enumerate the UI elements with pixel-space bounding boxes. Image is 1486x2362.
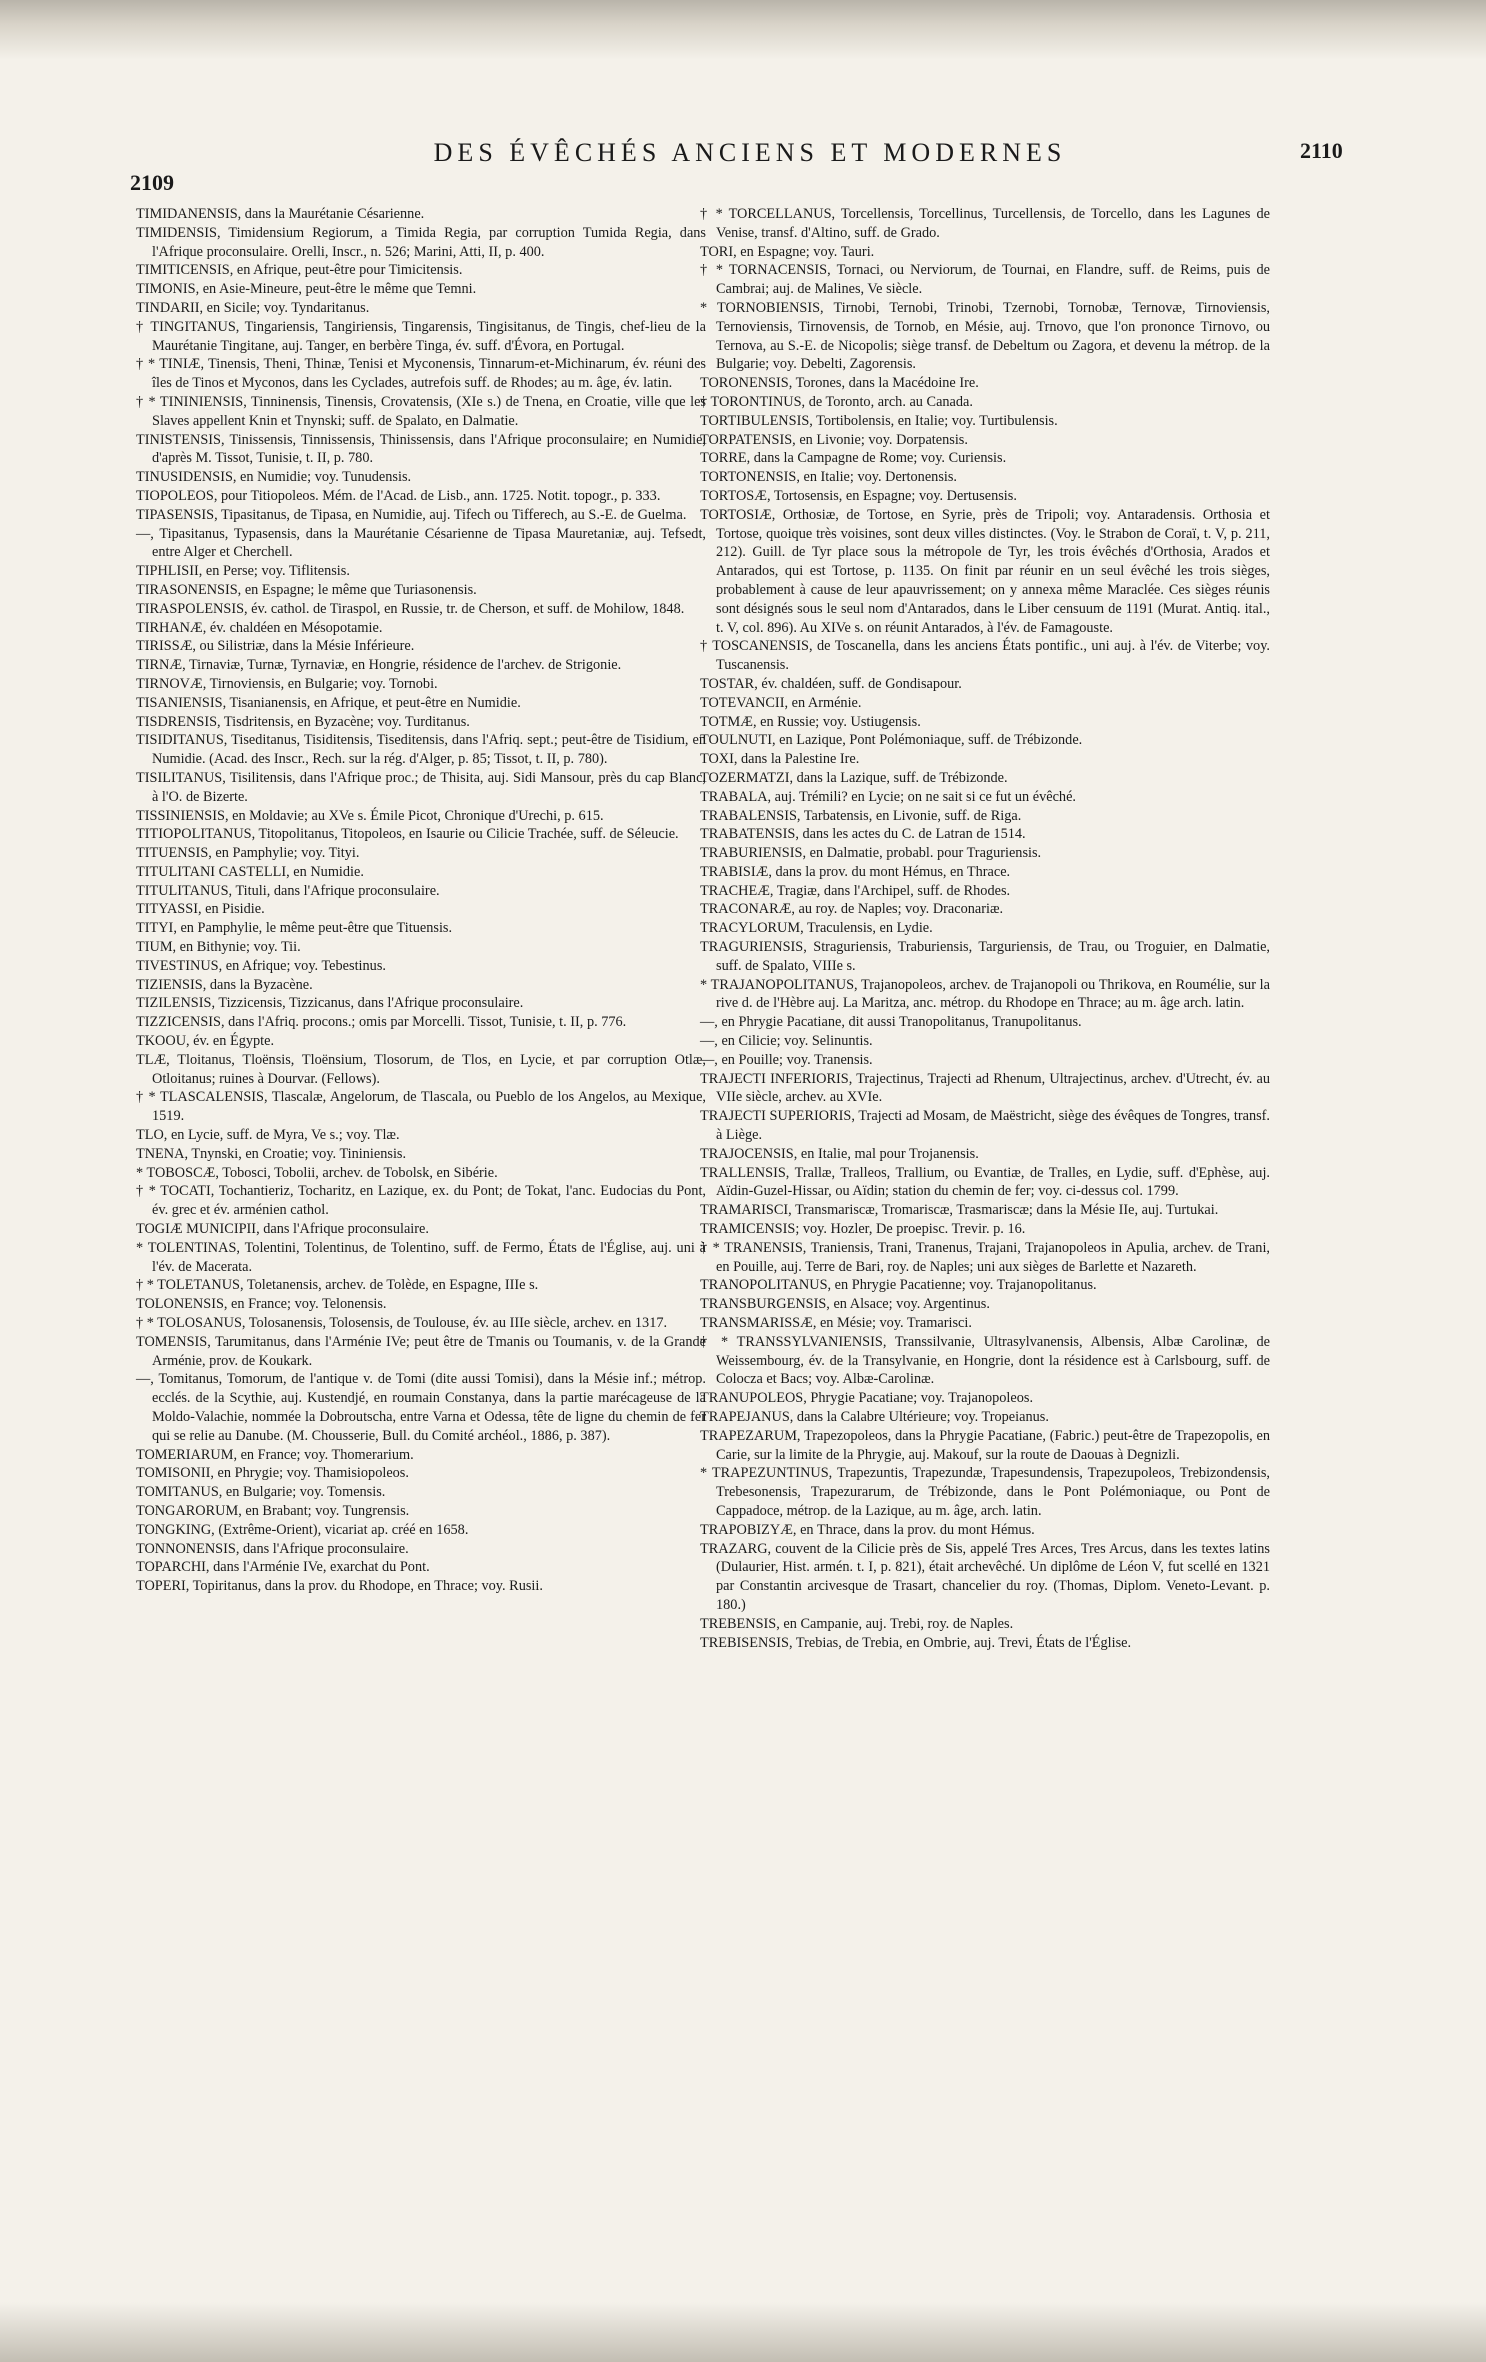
- dictionary-entry: TORPATENSIS, en Livonie; voy. Dorpatensis.: [700, 431, 968, 448]
- dictionary-entry: TRANOPOLITANUS, en Phrygie Pacatienne; voy. Trajanopolitanus.: [700, 1277, 1097, 1294]
- dictionary-entry: TIRNOVÆ, Tirnoviensis, en Bulgarie; voy. Tornobi.: [136, 675, 438, 692]
- dictionary-entry: TIRISSÆ, ou Silistriæ, dans la Mésie Inférieure.: [136, 638, 415, 655]
- right-column-number: 2110: [1300, 138, 1343, 163]
- dictionary-entry: TRABISIÆ, dans la prov. du mont Hémus, en Thrace.: [700, 863, 1011, 880]
- dictionary-entry: —, en Pouille; voy. Tranensis.: [700, 1051, 873, 1068]
- dictionary-entry: † * TORCELLANUS, Torcellensis, Torcellinus, Turcellensis, de Torcello, dans les Lagunes de Venise, transf. d'Altino, suff. de Grado.: [700, 206, 1270, 241]
- dictionary-entry: TOMITANUS, en Bulgarie; voy. Tomensis.: [136, 1484, 386, 1501]
- dictionary-entry: TRAMARISCI, Transmariscæ, Tromariscæ, Trasmariscæ; dans la Mésie IIe, auj. Turtukai.: [700, 1202, 1219, 1219]
- dictionary-entry: TOSTAR, év. chaldéen, suff. de Gondisapour.: [700, 675, 962, 692]
- dictionary-entry: TIMIDANENSIS, dans la Maurétanie Césarienne.: [136, 206, 425, 222]
- page-title: DES ÉVÊCHÉS ANCIENS ET MODERNES: [433, 138, 1067, 167]
- dictionary-entry: † * TOLETANUS, Toletanensis, archev. de Tolède, en Espagne, IIIe s.: [136, 1277, 539, 1294]
- right-column: [700, 205, 1270, 1652]
- dictionary-entry: † * TOLOSANUS, Tolosanensis, Tolosensis, de Toulouse, év. au IIIe siècle, archev. en 1317.: [136, 1315, 668, 1332]
- dictionary-entry: TINDARII, en Sicile; voy. Tyndaritanus.: [136, 299, 370, 316]
- dictionary-entry: * TOBOSCÆ, Tobosci, Tobolii, archev. de Tobolsk, en Sibérie.: [136, 1164, 498, 1181]
- dictionary-entry: TLÆ, Tloitanus, Tloënsis, Tloënsium, Tlosorum, de Tlos, en Lycie, et par corruption Otlæ, Otloitanus; ruines à Dourvar. (Fellows).: [136, 1051, 706, 1087]
- dictionary-entry: TIRNÆ, Tirnaviæ, Turnæ, Tyrnaviæ, en Hongrie, résidence de l'archev. de Strigonie.: [136, 657, 622, 674]
- dictionary-entry: TIUM, en Bithynie; voy. Tii.: [136, 939, 301, 956]
- dictionary-entry: TITULITANI CASTELLI, en Numidie.: [136, 863, 364, 880]
- dictionary-entry: TRACONARÆ, au roy. de Naples; voy. Draconariæ.: [700, 901, 1004, 918]
- dictionary-entry: TREBISENSIS, Trebias, de Trebia, en Ombrie, auj. Trevi, États de l'Église.: [700, 1634, 1132, 1651]
- dictionary-entry: TRABALENSIS, Tarbatensis, en Livonie, suff. de Riga.: [700, 807, 1022, 824]
- dictionary-entry: TRAJECTI SUPERIORIS, Trajecti ad Mosam, de Maëstricht, siège des évêques de Tongres, transf. à Liège.: [700, 1108, 1270, 1144]
- dictionary-entry: † TOSCANENSIS, de Toscanella, dans les anciens États pontific., uni auj. à l'év. de Viterbe; voy. Tuscanensis.: [700, 638, 1270, 674]
- dictionary-entry: TRAGURIENSIS, Straguriensis, Traburiensis, Targuriensis, de Trau, ou Troguier, en Dalmatie, suff. de Spalato, VIIIe s.: [700, 939, 1270, 974]
- dictionary-entry: † * TLASCALENSIS, Tlascalæ, Angelorum, de Tlascala, ou Pueblo de los Angelos, au Mexique, 1519.: [136, 1089, 706, 1125]
- dictionary-entry: TORTIBULENSIS, Tortibolensis, en Italie; voy. Turtibulensis.: [700, 412, 1058, 429]
- dictionary-entry: TORTOSÆ, Tortosensis, en Espagne; voy. Dertusensis.: [700, 487, 1017, 504]
- dictionary-entry: TONNONENSIS, dans l'Afrique proconsulaire.: [136, 1540, 409, 1557]
- dictionary-entry: TRAJECTI INFERIORIS, Trajectinus, Trajecti ad Rhenum, Ultrajectinus, archev. d'Utrecht, év. au VIIe siècle, archev. au XVIe.: [700, 1070, 1270, 1106]
- dictionary-entry: TOTEVANCII, en Arménie.: [700, 694, 862, 711]
- dictionary-entry: TISSINIENSIS, en Moldavie; au XVe s. Émile Picot, Chronique d'Urechi, p. 615.: [136, 807, 604, 824]
- dictionary-entry: TOZERMATZI, dans la Lazique, suff. de Trébizonde.: [700, 769, 1008, 786]
- dictionary-entry: TOGIÆ MUNICIPII, dans l'Afrique proconsulaire.: [136, 1221, 429, 1238]
- scan-edge-top: [0, 0, 1486, 60]
- dictionary-entry: TORTONENSIS, en Italie; voy. Dertonensis.: [700, 469, 957, 486]
- dictionary-entry: TRALLENSIS, Trallæ, Tralleos, Trallium, ou Evantiæ, de Tralles, en Lydie, suff. d'Ephèse, auj. Aïdin-Guzel-Hissar, ou Aïdin; station du chemin de fer; voy. ci-dessus col. 1799.: [700, 1164, 1270, 1200]
- dictionary-entry: TOLONENSIS, en France; voy. Telonensis.: [136, 1296, 387, 1313]
- dictionary-entry: TRAPEJANUS, dans la Calabre Ultérieure; voy. Tropeianus.: [700, 1409, 1049, 1425]
- dictionary-entry: TITULITANUS, Tituli, dans l'Afrique proconsulaire.: [136, 882, 440, 899]
- dictionary-entry: TITIOPOLITANUS, Titopolitanus, Titopoleos, en Isaurie ou Cilicie Trachée, suff. de Séleucie.: [136, 826, 679, 843]
- dictionary-entry: —, Tipasitanus, Typasensis, dans la Maurétanie Césarienne de Tipasa Mauretaniæ, auj. Tefsedt, entre Alger et Cherchell.: [136, 525, 706, 561]
- dictionary-entry: TRAMICENSIS; voy. Hozler, De proepisc. Trevir. p. 16.: [700, 1221, 1026, 1238]
- dictionary-entry: TREBENSIS, en Campanie, auj. Trebi, roy. de Naples.: [700, 1615, 1014, 1632]
- left-column-number: 2109: [130, 170, 174, 195]
- dictionary-entry: —, Tomitanus, Tomorum, de l'antique v. de Tomi (dite aussi Tomisi), dans la Mésie inf.; métrop. ecclés. de la Scythie, auj. Kustendjé, en roumain Constanya, dans la partie marécageuse de la Moldo-Valachie, nommée la Dobroutscha, entre Varna et Odessa, tête de ligne du chemin de fer qui se relie au Danube. (M. Chousserie, Bull. du Comité archéol., 1886, p. 387).: [136, 1371, 706, 1444]
- dictionary-entry: * TRAJANOPOLITANUS, Trajanopoleos, archev. de Trajanopoli ou Thrikova, en Roumélie, sur la rive d. de l'Hèbre auj. La Maritza, anc. métrop. du Rhodope en Thrace; au m. âge arch. latin.: [700, 976, 1270, 1012]
- dictionary-entry: TRABATENSIS, dans les actes du C. de Latran de 1514.: [700, 826, 1026, 843]
- dictionary-entry: TIZIENSIS, dans la Byzacène.: [136, 976, 313, 993]
- dictionary-entry: TIVESTINUS, en Afrique; voy. Tebestinus.: [136, 957, 386, 974]
- dictionary-entry: TRANSMARISSÆ, en Mésie; voy. Tramarisci.: [700, 1315, 972, 1332]
- dictionary-entry: TRANUPOLEOS, Phrygie Pacatiane; voy. Trajanopoleos.: [700, 1390, 1034, 1407]
- dictionary-entry: TNENA, Tnynski, en Croatie; voy. Tininiensis.: [136, 1145, 407, 1162]
- dictionary-entry: † TORONTINUS, de Toronto, arch. au Canada.: [700, 393, 973, 410]
- dictionary-entry: TRAJOCENSIS, en Italie, mal pour Trojanensis.: [700, 1145, 979, 1162]
- dictionary-entry: TORRE, dans la Campagne de Rome; voy. Curiensis.: [700, 450, 1007, 467]
- dictionary-entry: * TRAPEZUNTINUS, Trapezuntis, Trapezundæ, Trapesundensis, Trapezupoleos, Trebizondensis, Trebesonensis, Trapezurarum, de Trébizonde, dans le Pont Polémoniaque, ou Pont de Cappadoce, métrop. de la Lazique, au m. âge, arch. latin.: [700, 1465, 1270, 1519]
- dictionary-entry: TORI, en Espagne; voy. Tauri.: [700, 243, 875, 260]
- dictionary-entry: TIRASONENSIS, en Espagne; le même que Turiasonensis.: [136, 581, 477, 598]
- dictionary-entry: TIPASENSIS, Tipasitanus, de Tipasa, en Numidie, auj. Tifech ou Tifferech, au S.-E. de Guelma.: [136, 506, 687, 523]
- dictionary-entry: † * TOCATI, Tochantieriz, Tocharitz, en Lazique, ex. du Pont; de Tokat, l'anc. Eudocias du Pont, év. grec et év. arménien cathol.: [136, 1183, 706, 1219]
- dictionary-entry: TRANSBURGENSIS, en Alsace; voy. Argentinus.: [700, 1296, 990, 1313]
- dictionary-entry: TRACHEÆ, Tragiæ, dans l'Archipel, suff. de Rhodes.: [700, 882, 1011, 899]
- dictionary-entry: TIMONIS, en Asie-Mineure, peut-être le même que Temni.: [136, 281, 477, 298]
- dictionary-entry: TIPHLISII, en Perse; voy. Tiflitensis.: [136, 563, 350, 580]
- dictionary-entry: TIMIDENSIS, Timidensium Regiorum, a Timida Regia, par corruption Tumida Regia, dans l'Afrique proconsulaire. Orelli, Inscr., n. 526; Marini, Atti, II, p. 400.: [136, 224, 706, 260]
- dictionary-entry: TIMITICENSIS, en Afrique, peut-être pour Timicitensis.: [136, 262, 463, 279]
- dictionary-entry: TISDRENSIS, Tisdritensis, en Byzacène; voy. Turditanus.: [136, 713, 470, 730]
- dictionary-entry: TITYASSI, en Pisidie.: [136, 901, 265, 918]
- dictionary-entry: † * TORNACENSIS, Tornaci, ou Nerviorum, de Tournai, en Flandre, suff. de Reims, puis de Cambrai; auj. de Malines, Ve siècle.: [700, 262, 1270, 298]
- dictionary-entry: TORONENSIS, Torones, dans la Macédoine Ire.: [700, 375, 979, 392]
- left-column: [136, 205, 706, 1596]
- dictionary-entry: † * TRANSSYLVANIENSIS, Transsilvanie, Ultrasylvanensis, Albensis, Albæ Carolinæ, de Weissembourg, év. de la Transylvanie, en Hongrie, dont la résidence est à Carlsbourg, suff. de Colocza et Bacs; voy. Albæ-Carolinæ.: [700, 1333, 1270, 1388]
- dictionary-entry: TIZILENSIS, Tizzicensis, Tizzicanus, dans l'Afrique proconsulaire.: [136, 995, 524, 1012]
- dictionary-entry: —, en Phrygie Pacatiane, dit aussi Tranopolitanus, Tranupolitanus.: [700, 1014, 1082, 1031]
- dictionary-entry: TONGKING, (Extrême-Orient), vicariat ap. créé en 1658.: [136, 1521, 469, 1538]
- dictionary-entry: TRABURIENSIS, en Dalmatie, probabl. pour Traguriensis.: [700, 845, 1042, 862]
- dictionary-entry: * TOLENTINAS, Tolentini, Tolentinus, de Tolentino, suff. de Fermo, États de l'Église, auj. uni à l'év. de Macerata.: [136, 1239, 706, 1275]
- dictionary-entry: TORTOSIÆ, Orthosiæ, de Tortose, en Syrie, près de Tripoli; voy. Antaradensis. Orthosia et Tortose, quoique très voisines, sont deux villes distinctes. (Voy. le Strabon de Coraï, t. V, p. 211, 212). Guill. de Tyr place sous la métropole de Tyr, les trois évêchés d'Orthosia, Arados et Antarados, qui est Tortose, p. 1135. On finit par réunir en un seul évêché les trois sièges, probablement à cause de leur apauvrissement; on y annexa même Maraclée. Ces sièges réunis sont désignés sous le seul nom d'Antarados, dans le Liber censuum de 1191 (Murat. Antiq. ital., t. V, col. 896). Au XIVe s. on réunit Antarados, à l'év. de Famagouste.: [700, 506, 1270, 636]
- dictionary-entry: TOMENSIS, Tarumitanus, dans l'Arménie IVe; peut être de Tmanis ou Toumanis, v. de la Grande Arménie, prov. de Koukark.: [136, 1333, 706, 1369]
- dictionary-entry: —, en Cilicie; voy. Selinuntis.: [700, 1033, 873, 1050]
- dictionary-entry: TRAPEZARUM, Trapezopoleos, dans la Phrygie Pacatiane, (Fabric.) peut-être de Trapezopolis, en Carie, sur la limite de la Phrygie, auj. Makouf, sur la route de Daouas à Degnizli.: [700, 1427, 1270, 1463]
- dictionary-entry: TLO, en Lycie, suff. de Myra, Ve s.; voy. Tlæ.: [136, 1127, 400, 1144]
- dictionary-entry: TIOPOLEOS, pour Titiopoleos. Mém. de l'Acad. de Lisb., ann. 1725. Notit. topogr., p. 333.: [136, 487, 661, 504]
- dictionary-entry: TRAPOBIZYÆ, en Thrace, dans la prov. du mont Hémus.: [700, 1521, 1035, 1538]
- dictionary-entry: TOULNUTI, en Lazique, Pont Polémoniaque, suff. de Trébizonde.: [700, 732, 1083, 749]
- dictionary-entry: TOPARCHI, dans l'Arménie IVe, exarchat du Pont.: [136, 1559, 430, 1576]
- dictionary-entry: TRACYLORUM, Traculensis, en Lydie.: [700, 920, 933, 937]
- dictionary-entry: TOMISONII, en Phrygie; voy. Thamisiopoleos.: [136, 1465, 409, 1482]
- dictionary-entry: TONGARORUM, en Brabant; voy. Tungrensis.: [136, 1502, 410, 1519]
- dictionary-entry: TIZZICENSIS, dans l'Afriq. procons.; omis par Morcelli. Tissot, Tunisie, t. II, p. 776.: [136, 1014, 627, 1031]
- dictionary-entry: TISANIENSIS, Tisanianensis, en Afrique, et peut-être en Numidie.: [136, 694, 521, 711]
- dictionary-entry: TOMERIARUM, en France; voy. Thomerarium.: [136, 1446, 414, 1463]
- dictionary-entry: † * TINIÆ, Tinensis, Theni, Thinæ, Tenisi et Myconensis, Tinnarum-et-Michinarum, év. réuni des îles de Tinos et Myconos, dans les Cyclades, autrefois suff. de Rhodes; au m. âge, év. latin.: [136, 356, 706, 392]
- dictionary-entry: TITUENSIS, en Pamphylie; voy. Tityi.: [136, 845, 360, 862]
- dictionary-entry: TOPERI, Topiritanus, dans la prov. du Rhodope, en Thrace; voy. Rusii.: [136, 1578, 543, 1595]
- dictionary-entry: * TORNOBIENSIS, Tirnobi, Ternobi, Trinobi, Tzernobi, Tornobæ, Ternovæ, Tirnoviensis, Ternoviensis, Tirnovensis, de Tornob, en Mésie, auj. Trnovo, que l'on prononce Tirnovo, ou Ternova, au S.-E. de Nicopolis; siège transf. de Debeltum ou Zagora, et devenu la métrop. de la Bulgarie; voy. Debelti, Zagorensis.: [700, 299, 1270, 373]
- dictionary-entry: † * TRANENSIS, Traniensis, Trani, Tranenus, Trajani, Trajanopoleos in Apulia, archev. de Trani, en Pouille, auj. Terre de Bari, roy. de Naples; uni aux sièges de Barlette et Nazareth.: [700, 1239, 1270, 1275]
- dictionary-entry: TOXI, dans la Palestine Ire.: [700, 751, 860, 768]
- dictionary-entry: TISILITANUS, Tisilitensis, dans l'Afrique proc.; de Thisita, auj. Sidi Mansour, près du cap Blanc, à l'O. de Bizerte.: [136, 769, 706, 805]
- dictionary-entry: TINISTENSIS, Tinissensis, Tinnissensis, Thinissensis, dans l'Afrique proconsulaire; en Numidie, d'après M. Tissot, Tunisie, t. II, p. 780.: [136, 431, 706, 467]
- dictionary-entry: TIRASPOLENSIS, év. cathol. de Tiraspol, en Russie, tr. de Cherson, et suff. de Mohilow, 1848.: [136, 600, 685, 617]
- dictionary-entry: TINUSIDENSIS, en Numidie; voy. Tunudensis.: [136, 469, 412, 486]
- dictionary-entry: TIRHANÆ, év. chaldéen en Mésopotamie.: [136, 619, 383, 636]
- dictionary-entry: † * TININIENSIS, Tinninensis, Tinensis, Crovatensis, (XIe s.) de Tnena, en Croatie, ville que les Slaves appellent Knin et Tnynski; suff. de Spalato, en Dalmatie.: [136, 393, 706, 429]
- dictionary-entry: TRAZARG, couvent de la Cilicie près de Sis, appelé Tres Arces, Tres Arcus, dans les textes latins (Dulaurier, Hist. armén. t. I, p. 821), était archevêché. Un diplôme de Léon V, fut scellé en 1321 par Constantin arcivesque de Trasart, chancelier du roy. (Thomas, Diplom. Veneto-Levant. p. 180.): [700, 1540, 1270, 1613]
- dictionary-entry: TKOOU, év. en Égypte.: [136, 1033, 275, 1050]
- dictionary-entry: TISIDITANUS, Tiseditanus, Tisiditensis, Tiseditensis, dans l'Afriq. sept.; peut-être de Tisidium, en Numidie. (Acad. des Inscr., Rech. sur la rég. d'Alger, p. 85; Tissot, t. II, p. 780).: [136, 732, 706, 768]
- dictionary-entry: TRABALA, auj. Trémili? en Lycie; on ne sait si ce fut un évêché.: [700, 788, 1077, 805]
- scan-edge-bottom: [0, 2302, 1486, 2362]
- dictionary-entry: TOTMÆ, en Russie; voy. Ustiugensis.: [700, 713, 921, 730]
- dictionary-entry: TITYI, en Pamphylie, le même peut-être que Tituensis.: [136, 920, 453, 937]
- dictionary-entry: † TINGITANUS, Tingariensis, Tangiriensis, Tingarensis, Tingisitanus, de Tingis, chef-lieu de la Maurétanie Tingitane, auj. Tanger, en berbère Tinga, év. suff. d'Évora, en Portugal.: [136, 318, 706, 354]
